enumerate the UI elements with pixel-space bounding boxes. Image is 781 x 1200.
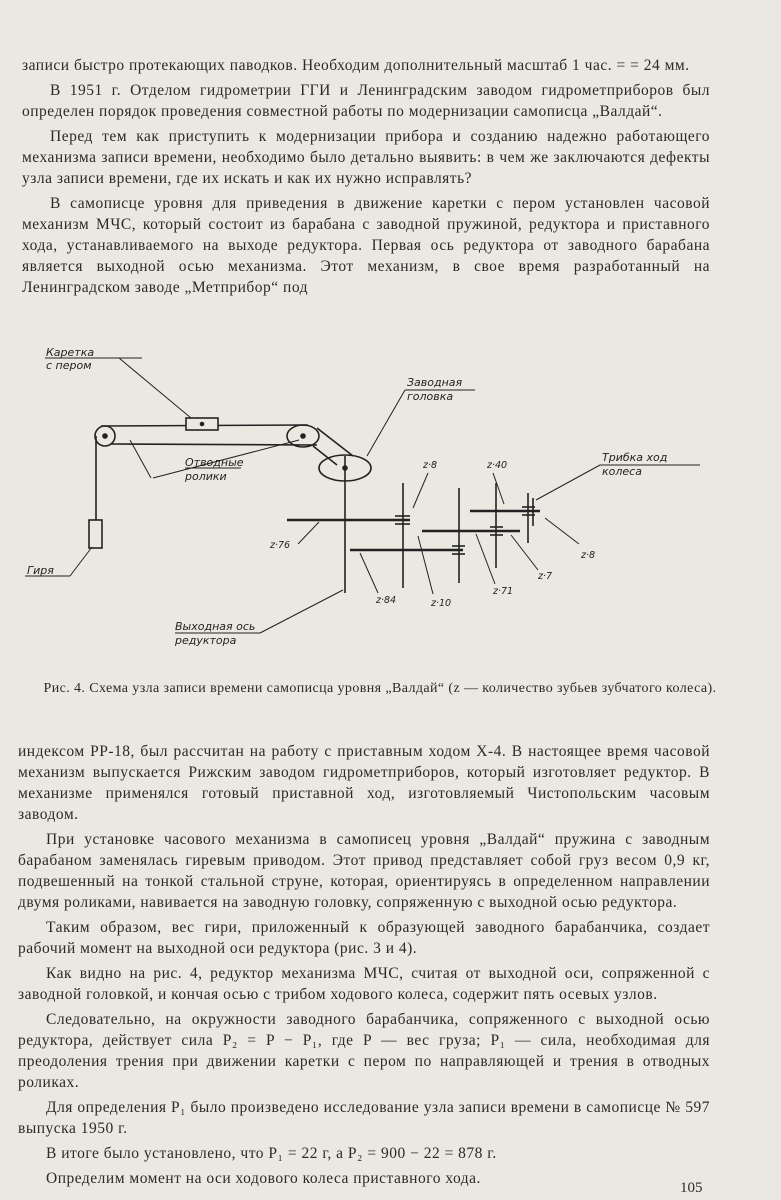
- gear-label: z·10: [431, 598, 452, 609]
- figure-labels: [27, 348, 667, 647]
- gear-label: z·71: [493, 586, 514, 597]
- figure-caption: Рис. 4. Схема узла записи времени самописца уровня „Валдай“ (z — количество зубьев зубчатого колеса).: [43, 681, 717, 696]
- label-winding-head-1: Заводная: [407, 376, 463, 389]
- paragraph: В самописце уровня для приведения в движение каретки с пером установлен часовой механизм МЧС, который состоит из барабана с заводной пружиной, редуктора и приставного хода, устанавливаемого на выходе редуктора. Первая ось редуктора от заводного барабана является выходной осью механизма. Этот механизм, в свое время разработанный на Ленинградском заводе „Метприбор“ под: [22, 195, 710, 296]
- label-output-axis-2: редуктора: [175, 634, 237, 647]
- label-rollers-2: ролики: [185, 470, 227, 483]
- paragraph: В 1951 г. Отделом гидрометрии ГГИ и Ленинградским заводом гидрометприборов был определен порядок проведения совместной работы по модернизации самописца „Валдай“.: [22, 82, 710, 120]
- paragraph: индексом РР-18, был рассчитан на работу с приставным ходом Х-4. В настоящее время часовой механизм выпускается Рижским заводом гидрометприборов, который изготовляет редуктор. В механизме применялся готовый приставной ход, изготовляемый Чистопольским часовым заводом.: [18, 743, 710, 823]
- page-number: 105: [680, 1180, 703, 1196]
- paragraph: Таким образом, вес гири, приложенный к образующей заводного барабанчика, создает рабочий момент на выходной оси редуктора (рис. 3 и 4).: [18, 919, 710, 957]
- paragraph: Как видно на рис. 4, редуктор механизма МЧС, считая от выходной оси, сопряженной с заводной головкой, и кончая осью с трибом ходового колеса, содержит пять осевых узлов.: [18, 965, 710, 1003]
- label-weight: Гиря: [27, 564, 54, 577]
- weight: [89, 520, 102, 548]
- bottom-text-block: [18, 741, 710, 1193]
- gear-label: z·84: [376, 595, 397, 606]
- paragraph: Для определения P₁ было произведено исследование узла записи времени в самописце № 597 выпуска 1950 г.: [18, 1099, 710, 1137]
- label-winding-head-2: головка: [407, 390, 454, 403]
- gear-label: z·40: [487, 460, 508, 471]
- paragraph: Перед тем как приступить к модернизации прибора и созданию надежно работающего механизма записи времени, необходимо было детально выявить: в чем же заключаются дефекты узла записи времени, где их искать и как их нужно исправлять?: [22, 128, 710, 187]
- gear-label: z·8: [581, 550, 596, 561]
- label-carriage-1: Каретка: [46, 348, 95, 359]
- label-output-axis-1: Выходная ось: [175, 620, 256, 633]
- gear-label: z·7: [538, 571, 553, 582]
- paragraph: записи быстро протекающих паводков. Необходим дополнительный масштаб 1 час. = = 24 мм.: [22, 57, 690, 74]
- paragraph: В итоге было установлено, что P₁ = 22 г, а P₂ = 900 − 22 = 878 г.: [46, 1145, 497, 1162]
- gear-train-diagram: [15, 348, 755, 678]
- paragraph: При установке часового механизма в самописец уровня „Валдай“ пружина с заводным барабаном заменялась гиревым приводом. Этот привод представляет собой груз весом 0,9 кг, подвешенный на тонкой стальной струне, которая, ориентируясь в определенном направлении двумя роликами, навивается на заводную головку, сопряженную с выходной осью редуктора.: [18, 831, 710, 911]
- paragraph: Определим момент на оси ходового колеса приставного хода.: [46, 1170, 481, 1187]
- label-carriage-2: с пером: [46, 359, 92, 372]
- top-text-block: [22, 55, 710, 302]
- gear-label: z·8: [423, 460, 438, 471]
- label-escapement-2: колеса: [602, 465, 642, 478]
- label-escapement-1: Трибка ход: [602, 451, 668, 464]
- paragraph: Следовательно, на окружности заводного барабанчика, сопряженного с выходной осью редуктора, действует сила P₂ = P − P₁, где P — вес груза; P₁ — сила, необходимая для преодоления трения при движении каретки с пером по направляющей и трения в отводных роликах.: [18, 1011, 710, 1091]
- gear-label: z·76: [270, 540, 291, 551]
- figure-diagram: [15, 348, 755, 678]
- label-rollers-1: Отводные: [185, 456, 244, 469]
